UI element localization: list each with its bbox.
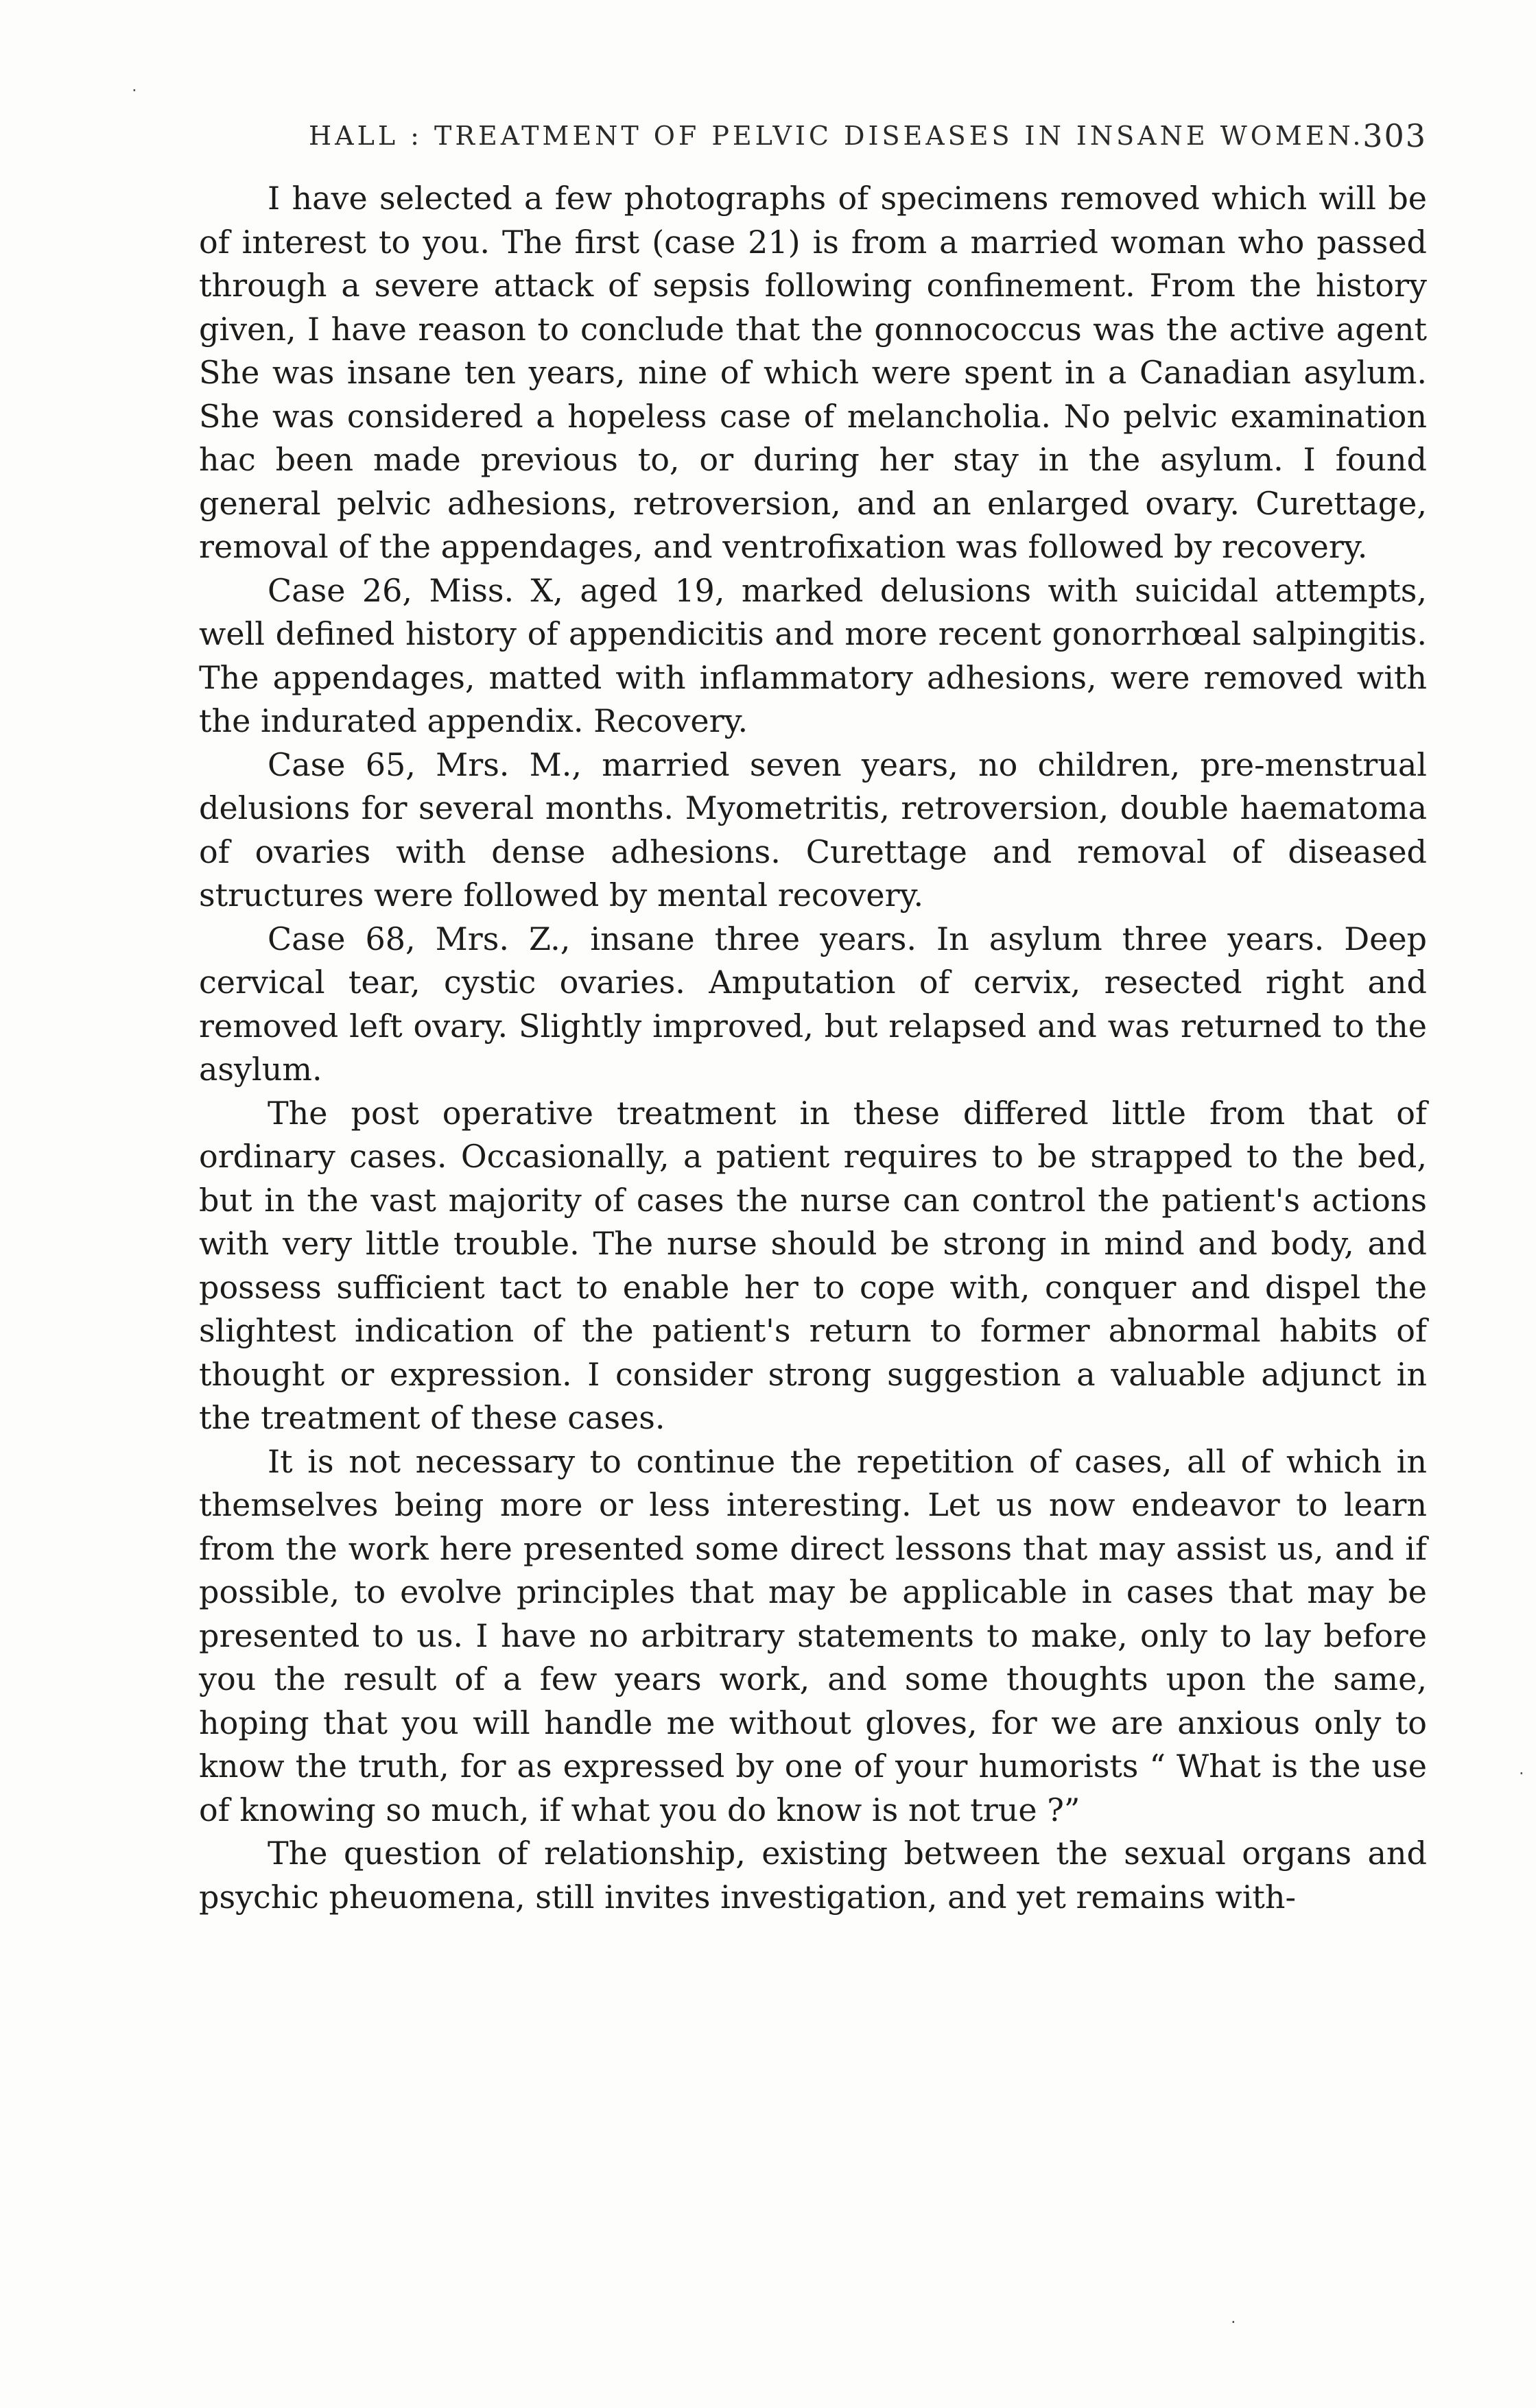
paragraph-case-21: I have selected a few photographs of specimens removed which will be of interest to you. The first (case 21) is from a married woman who passed through a severe attack of sepsis following confinement. From the history given, I have reason to conclude that the gonnococcus was the active agent She was insane ten years, nine of which were spent in a Canadian asylum. She was considered a hopeless case of melancholia. No pelvic examination hac been made previous to, or during her stay in the asylum. I found general pelvic adhesions, retroversion, and an enlarged ovary. Curettage, removal of the appendages, and ventrofixation was followed by recovery.: [199, 180, 1427, 565]
stray-mark-bottom: ·: [1231, 2313, 1236, 2332]
stray-mark-top: ·: [132, 81, 137, 100]
paragraph-relationship: The question of relationship, existing between the sexual organs and psychic pheuomena, still invites investigation, and yet remains with-: [199, 1835, 1427, 1916]
paragraph-case-65: Case 65, Mrs. M., married seven years, no children, pre-menstrual delusions for several months. Myometritis, retroversion, double haematoma of ovaries with dense adhesions. Curettage and removal of diseased structures were followed by mental recovery.: [199, 746, 1427, 914]
running-title: HALL : TREATMENT OF PELVIC DISEASES IN INSANE WOMEN.: [309, 121, 1364, 151]
body-text: [199, 177, 1427, 1919]
running-header: [199, 115, 1427, 156]
page-number: 303: [1362, 117, 1427, 154]
paragraph-case-68: Case 68, Mrs. Z., insane three years. In asylum three years. Deep cervical tear, cystic ovaries. Amputation of cervix, resected right and removed left ovary. Slightly improved, but relapsed and was returned to the asylum.: [199, 920, 1427, 1088]
paragraph-post-operative: The post operative treatment in these differed little from that of ordinary cases. Occasionally, a patient requires to be strapped to the bed, but in the vast majority of cases the nurse can control the patient's actions with very little trouble. The nurse should be strong in mind and body, and possess sufficient tact to enable her to cope with, conquer and dispel the slightest indication of the patient's return to former abnormal habits of thought or expression. I consider strong suggestion a valuable adjunct in the treatment of these cases.: [199, 1094, 1427, 1436]
stray-mark-right: ·: [1519, 1764, 1524, 1783]
paragraph-case-26: Case 26, Miss. X, aged 19, marked delusions with suicidal attempts, well defined history of appendicitis and more recent gonorrhœal salpingitis. The appendages, matted with inflammatory adhesions, were removed with the indurated appendix. Recovery.: [199, 571, 1427, 739]
paragraph-lessons: It is not necessary to continue the repetition of cases, all of which in themselves being more or less interesting. Let us now endeavor to learn from the work here presented some direct lessons that may assist us, and if possible, to evolve principles that may be applicable in cases that may be presented to us. I have no arbitrary statements to make, only to lay before you the result of a few years work, and some thoughts upon the same, hoping that you will handle me without gloves, for we are anxious only to know the truth, for as expressed by one of your humorists “ What is the use of knowing so much, if what you do know is not true ?”: [199, 1442, 1427, 1828]
